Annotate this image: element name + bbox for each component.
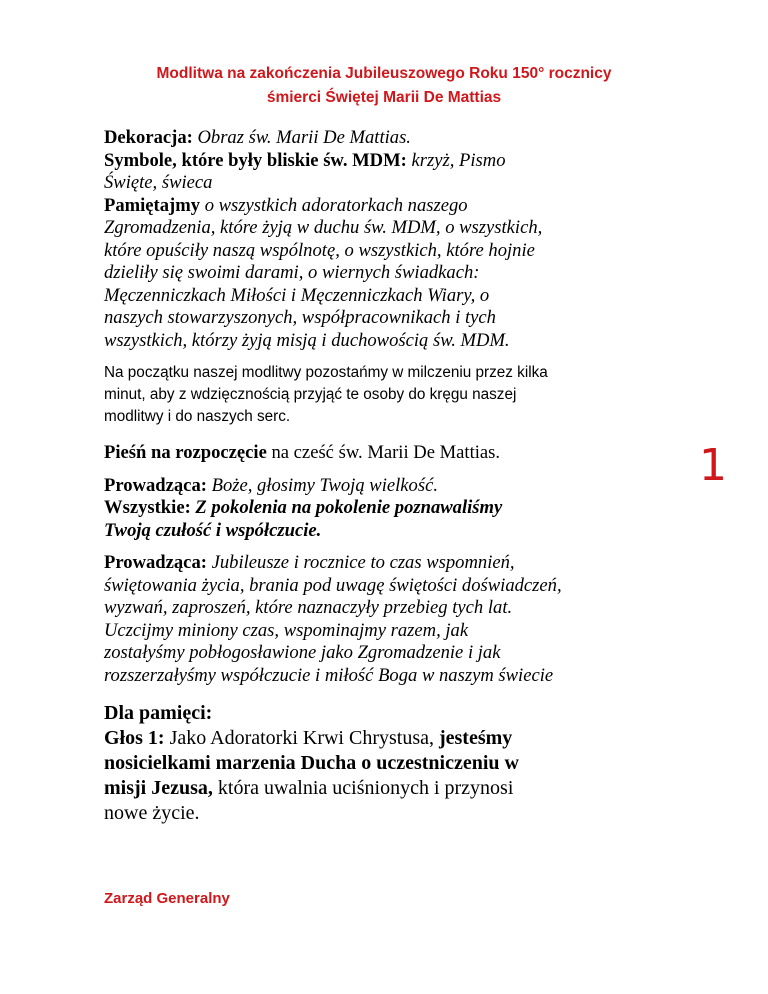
dialog-2-paragraph [104,552,664,687]
voice-label: Głos 1: [104,727,165,749]
title-line-1: Modlitwa na zakończenia Jubileuszowego Roku 150° rocznicy [156,65,612,82]
memory-line-3b: która uwalnia uciśnionych i przynosi [217,777,514,799]
song-label: Pieśń na rozpoczęcie [104,442,267,463]
remember-line-4: dzieliły się swoimi darami, o wiernych świadkach: [104,262,480,283]
dialog-2-line-4: Uczcijmy miniony czas, wspominajmy razem, jak [104,619,469,641]
dialog-2-line-2: świętowania życia, brania pod uwagę świętości doświadczeń, [104,574,562,596]
document-title [0,62,768,110]
memory-line-3a: misji Jezusa, [104,777,213,799]
remember-line-5: Męczenniczkach Miłości i Męczenniczkach Wiary, o [104,284,490,306]
document-body [104,127,664,826]
memory-heading: Dla pamięci: [104,702,213,724]
remember-line-3: które opuściły naszą wspólnotę, o wszystkich, które hojnie [104,239,535,261]
all-line-1: Z pokolenia na pokolenie poznawaliśmy [195,497,503,518]
remember-label: Pamiętajmy [104,194,201,216]
decoration-text: Obraz św. Marii De Mattias. [197,127,411,148]
silence-line-3: modlitwy i do naszych serc. [104,408,291,425]
symbols-text-2: Święte, świeca [104,172,213,193]
leader-label-2: Prowadząca: [104,552,207,573]
dialog-2-line-6: rozszerzałyśmy współczucie i miłość Boga w naszym świecie [104,664,554,686]
title-line-2: śmierci Świętej Marii De Mattias [266,89,502,106]
remember-line-1: o wszystkich adoratorkach naszego [204,194,468,216]
dialog-2-line-1: Jubileusze i rocznice to czas wspomnień, [211,552,515,573]
memory-line-1b: jesteśmy [438,727,513,749]
silence-paragraph [104,362,664,428]
memory-paragraph [104,701,664,826]
symbols-paragraph [104,150,664,195]
silence-line-2: minut, aby z wdzięcznością przyjąć te osoby do kręgu naszej [104,386,517,403]
remember-paragraph [104,195,664,353]
dialog-1-paragraph [104,475,664,543]
silence-line-1: Na początku naszej modlitwy pozostańmy w milczeniu przez kilka [104,364,548,381]
remember-line-7: wszystkich, którzy żyją misją i duchowością św. MDM. [104,329,510,351]
dialog-2-line-5: zostałyśmy pobłogosławione jako Zgromadzenie i jak [104,642,501,663]
all-line-2: Twoją czułość i współczucie. [104,519,322,541]
song-text: na cześć św. Marii De Mattias. [271,442,501,463]
dialog-2-line-3: wyzwań, zaproszeń, które naznaczyły przebieg tych lat. [104,597,513,618]
remember-line-2: Zgromadzenia, które żyją w duchu św. MDM, o wszystkich, [104,217,543,238]
decoration-label: Dekoracja: [104,127,193,148]
symbols-text-1: krzyż, Pismo [411,149,506,171]
footer-signature: Zarząd Generalny [104,890,230,907]
decoration-paragraph [104,127,664,150]
leader-text-1: Boże, głosimy Twoją wielkość. [211,474,438,496]
memory-line-2: nosicielkami marzenia Ducha o uczestniczeniu w [104,752,519,774]
symbols-label: Symbole, które były bliskie św. MDM: [104,149,407,171]
memory-line-1a: Jako Adoratorki Krwi Chrystusa, [169,727,434,749]
remember-line-6: naszych stowarzyszonych, współpracownikach i tych [104,307,496,328]
leader-label-1: Prowadząca: [104,474,207,496]
page-number: 1 [699,440,727,491]
all-label: Wszystkie: [104,497,191,518]
memory-line-4: nowe życie. [104,802,200,824]
song-paragraph [104,442,664,465]
